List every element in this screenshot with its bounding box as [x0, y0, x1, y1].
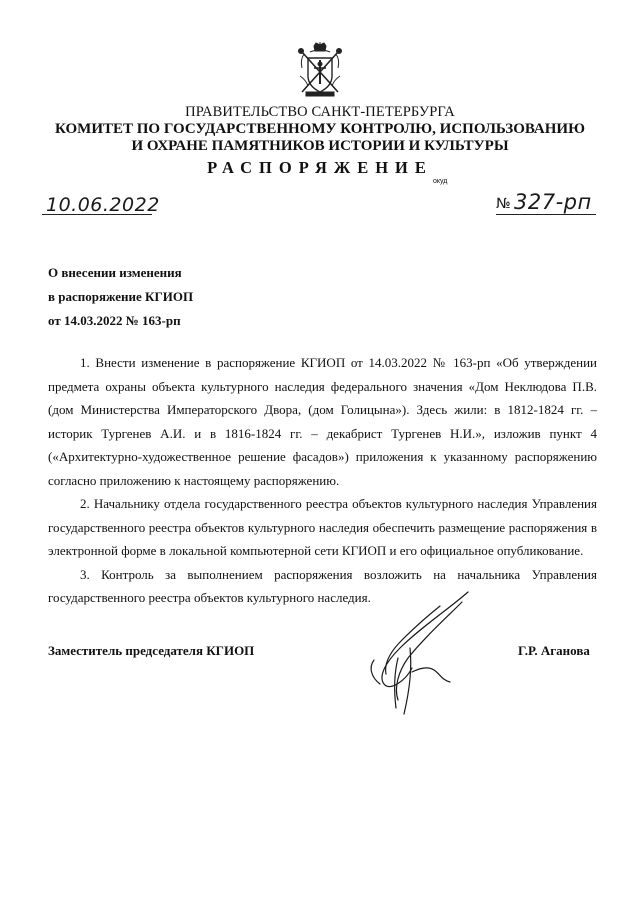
coat-of-arms-icon — [296, 42, 344, 98]
signatory-name: Г.Р. Аганова — [518, 643, 590, 658]
document-body — [48, 351, 597, 610]
number-sign: № — [496, 196, 511, 212]
okud-label: окуд — [433, 178, 448, 185]
number-underline — [496, 214, 596, 215]
paragraph-3: 3. Контроль за выполнением распоряжения возложить на начальника Управления государственного реестра объектов культурного наследия. — [48, 566, 597, 605]
document-number: 327-рп — [514, 190, 592, 214]
subject-line-2: в распоряжение КГИОП — [48, 289, 194, 304]
signatory-position: Заместитель председателя КГИОП — [48, 643, 255, 658]
committee-name-line-2: И ОХРАНЕ ПАМЯТНИКОВ ИСТОРИИ И КУЛЬТУРЫ — [131, 138, 509, 154]
committee-name-line-1: КОМИТЕТ ПО ГОСУДАРСТВЕННОМУ КОНТРОЛЮ, ИСПОЛЬЗОВАНИЮ — [55, 121, 585, 137]
document-date: 10.06.2022 — [46, 194, 160, 216]
document-type: РАСПОРЯЖЕНИЕ — [207, 158, 433, 177]
paragraph-1: 1. Внести изменение в распоряжение КГИОП от 14.03.2022 № 163-рп «Об утверждении предмета охраны объекта культурного наследия федерального значения «Дом Неклюдова П.В. (дом Министерства Императорского Двора, (дом Голицына»). Здесь жили: в 1812-1824 гг. – историк Тургенев А.И. и в 1816-1824 гг. – декабрист Тургенев Н.И.», изложив пункт 4 («Архитектурно-художественное решение фасадов») приложения к указанному распоряжению согласно приложению к настоящему распоряжению. — [48, 355, 597, 488]
subject-line-1: О внесении изменения — [48, 265, 182, 280]
paragraph-2: 2. Начальнику отдела государственного реестра объектов культурного наследия Управления государственного реестра объектов культурного наследия обеспечить размещение распоряжения в электронной форме в локальной компьютерной сети КГИОП и его официальное опубликование. — [48, 496, 597, 558]
subject-line-3: от 14.03.2022 № 163-рп — [48, 313, 181, 328]
government-name: ПРАВИТЕЛЬСТВО САНКТ-ПЕТЕРБУРГА — [185, 104, 455, 120]
handwritten-signature-icon — [350, 588, 490, 718]
date-underline — [42, 214, 152, 215]
